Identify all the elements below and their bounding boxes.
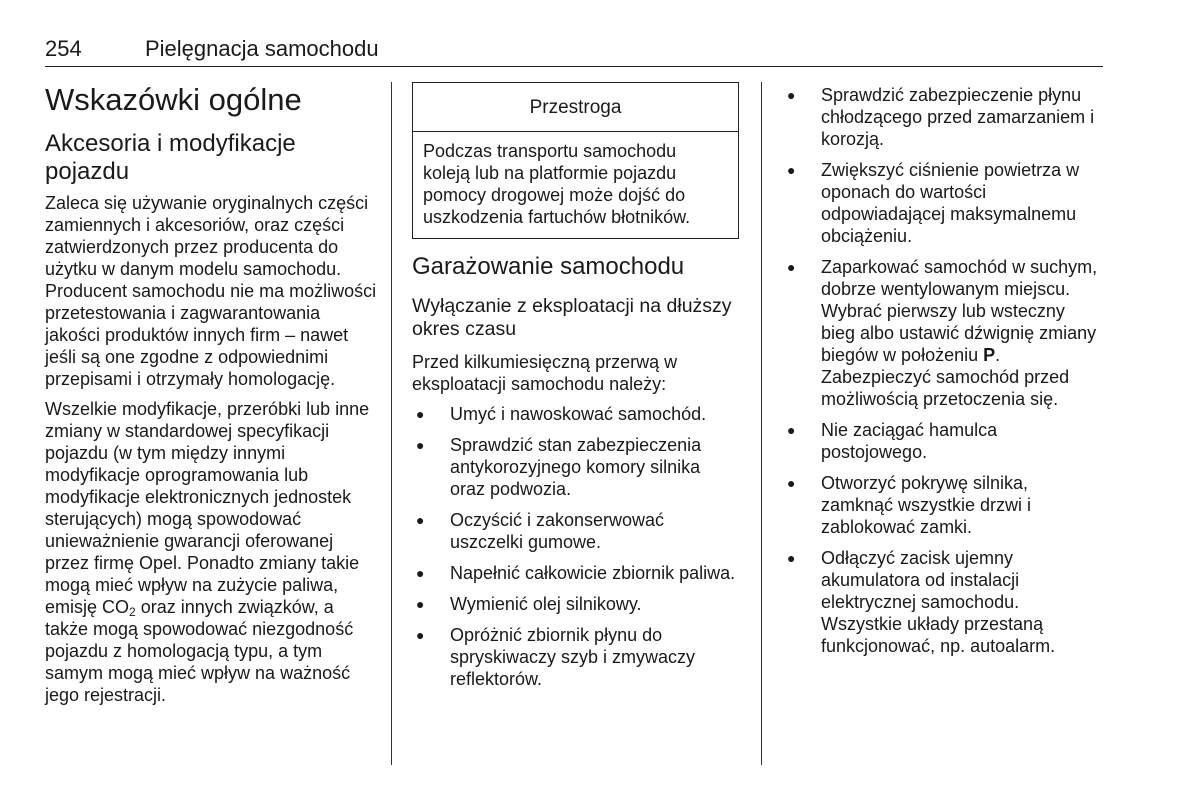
chapter-title: Pielęgnacja samochodu [145,36,379,61]
list-item [412,509,739,553]
list-item-text: Umyć i nawoskować samochód. [450,404,707,424]
column-right [783,84,1103,666]
list-item-text: Sprawdzić stan zabezpieczenia antykorozyjnego komory silnika oraz podwozia. [450,435,702,499]
list-item-text: Zwiększyć ciśnienie powietrza w oponach do wartości odpowiadającej maksymalnemu obciążeniu. [821,160,1080,246]
page-header [45,36,1103,67]
page-number: 254 [45,36,82,61]
bullet-icon: ● [787,87,796,103]
caution-title: Przestroga [413,83,738,132]
paragraph-text: oraz innych związków, a także mogą spowodować niezgodność pojazdu z homologacją typu, a tym samym mogą mieć wpływ na ważność jego rejestracji. [45,597,354,705]
bullet-list [412,403,739,690]
list-item [783,159,1103,247]
list-item-text: Napełnić całkowicie zbiornik paliwa. [450,563,736,583]
list-item-text: Odłączyć zacisk ujemny akumulatora od instalacji elektrycznej samochodu. Wszystkie układy przestaną funkcjonować, np. autoalarm. [821,548,1056,656]
subsection-title: Wyłączanie z eksploatacji na dłuższy okres czasu [412,295,732,340]
list-item [412,403,739,425]
list-item [783,547,1103,657]
column-left [45,82,380,714]
bullet-icon: ● [416,406,425,422]
section-title: Wskazówki ogólne [45,82,302,117]
bullet-list [783,84,1103,657]
paragraph [45,398,380,706]
list-item [412,593,739,615]
bullet-icon: ● [787,259,796,275]
bullet-icon: ● [787,475,796,491]
list-item-text: Oczyścić i zakonserwować uszczelki gumowe. [450,510,665,552]
list-item-text: Zaparkować samochód w suchym, dobrze wentylowanym miejscu. Wybrać pierwszy lub wsteczny bieg albo ustawić dźwignię zmiany biegów w położeniu [821,257,1098,365]
column-divider [391,82,392,765]
list-item [783,256,1103,410]
list-item [783,84,1103,150]
list-item [412,434,739,500]
paragraph: Zaleca się używanie oryginalnych części zamiennych i akcesoriów, oraz części zatwierdzonych przez producenta do użytku w danym modelu samochodu. Producent samochodu nie ma możliwości przetestowania i zagwarantowania jakości produktów innych firm – nawet jeśli są one zgodne z odpowiednimi przepisami i otrzymały homologację. [45,193,377,389]
list-item-text: Opróżnić zbiornik płynu do spryskiwaczy szyb i zmywaczy reflektorów. [450,625,696,689]
subsection-title: Akcesoria i modyfikacje pojazdu [45,130,296,185]
list-item [412,562,739,584]
caution-text: Podczas transportu samochodu koleją lub na platformie pojazdu pomocy drogowej może dojść do uszkodzenia fartuchów błotników. [423,141,691,227]
list-item-text: . Zabezpieczyć samochód przed możliwością przetoczenia się. [821,345,1070,409]
list-item-text: Wymienić olej silnikowy. [450,594,642,614]
bullet-icon: ● [416,512,425,528]
list-item [783,419,1103,463]
section-title: Garażowanie samochodu [412,253,685,280]
bullet-icon: ● [787,162,796,178]
list-item-text: Sprawdzić zabezpieczenie płynu chłodzącego przed zamarzaniem i korozją. [821,85,1095,149]
column-divider [761,82,762,765]
bullet-icon: ● [787,422,796,438]
bullet-icon: ● [416,627,425,643]
bullet-icon: ● [787,550,796,566]
caution-box [412,82,739,239]
bullet-icon: ● [416,565,425,581]
list-item-text: Nie zaciągać hamulca postojowego. [821,420,998,462]
column-middle [412,82,739,699]
list-item-text: Otworzyć pokrywę silnika, zamknąć wszystkie drzwi i zablokować zamki. [821,473,1032,537]
paragraph-text: Wszelkie modyfikacje, przeróbki lub inne zmiany w standardowej specyfikacji pojazdu (w tym między innymi modyfikacje oprogramowania lub modyfikacje elektronicznych jednostek sterujących) mogą spowodować unieważnienie gwarancji oferowanej przez firmę Opel. Ponadto zmiany takie mogą mieć wpływ na zużycie paliwa, emisję CO [45,399,370,617]
bullet-icon: ● [416,437,425,453]
list-item [783,472,1103,538]
intro-paragraph: Przed kilkumiesięczną przerwą w eksploatacji samochodu należy: [412,352,678,394]
list-item [412,624,739,690]
gear-position-label: P [983,345,996,365]
subscript: 2 [129,605,136,619]
bullet-icon: ● [416,596,425,612]
